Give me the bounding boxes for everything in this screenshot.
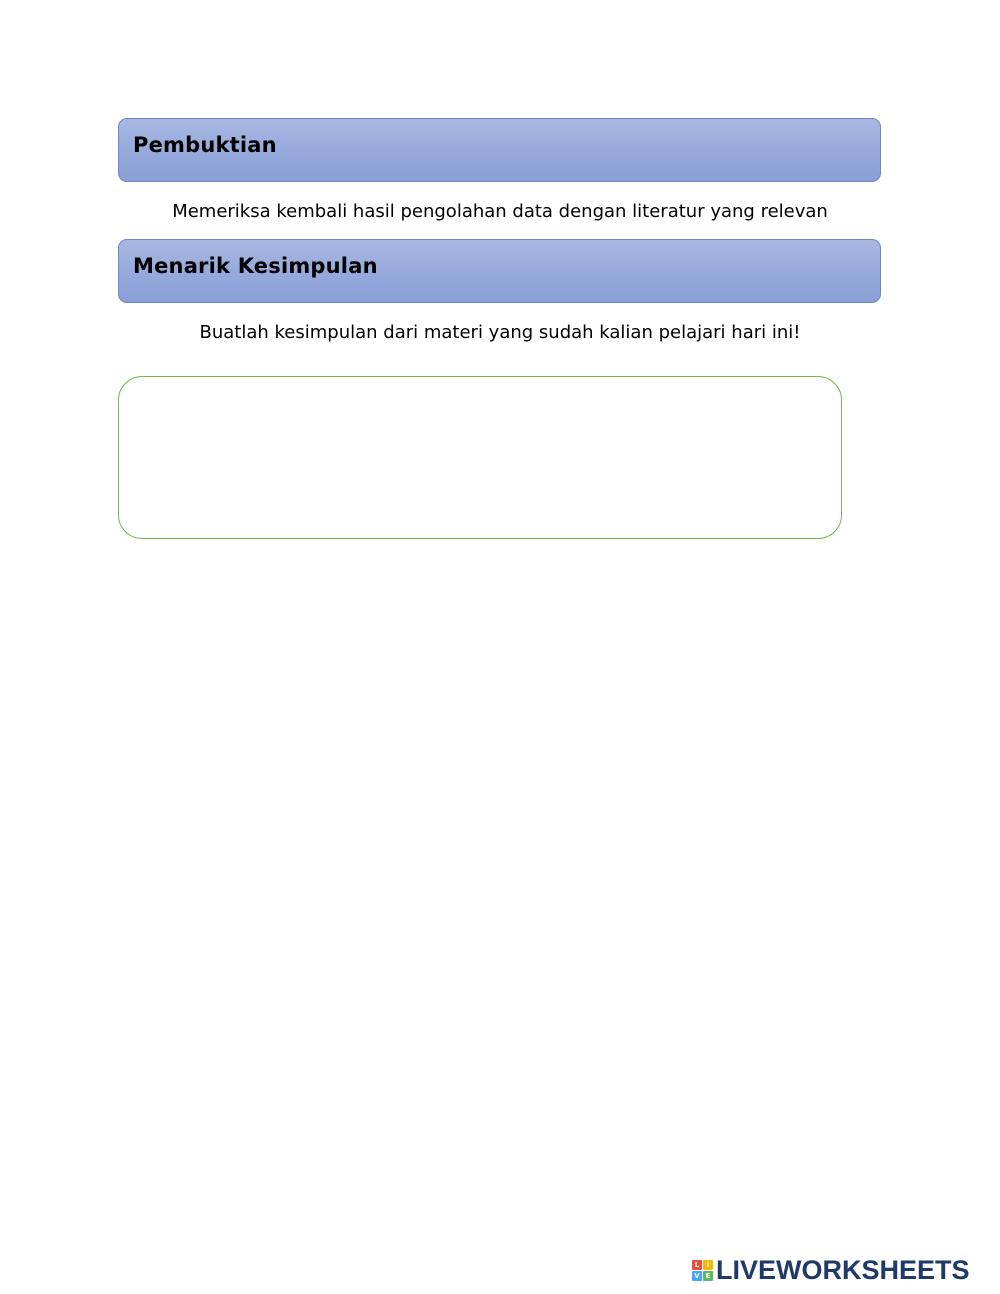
logo-mark-tile: E [703,1271,713,1281]
section-header-menarik-kesimpulan [118,239,881,303]
section-instruction-pembuktian: Memeriksa kembali hasil pengolahan data dengan literatur yang relevan [172,201,828,222]
logo-mark-tile: I [703,1260,713,1270]
logo-text: LIVEWORKSHEETS [716,1254,970,1285]
section-instruction-menarik-kesimpulan: Buatlah kesimpulan dari materi yang sudah kalian pelajari hari ini! [199,322,801,343]
section-header-pembuktian [118,118,881,182]
logo-mark-tile: V [692,1271,702,1281]
logo-mark-tile: L [692,1260,702,1270]
section-title: Pembuktian [133,133,277,157]
conclusion-answer-field[interactable] [118,376,842,539]
liveworksheets-logo [692,1256,970,1284]
section-title: Menarik Kesimpulan [133,254,378,278]
liveworksheets-logo-icon [692,1260,713,1281]
